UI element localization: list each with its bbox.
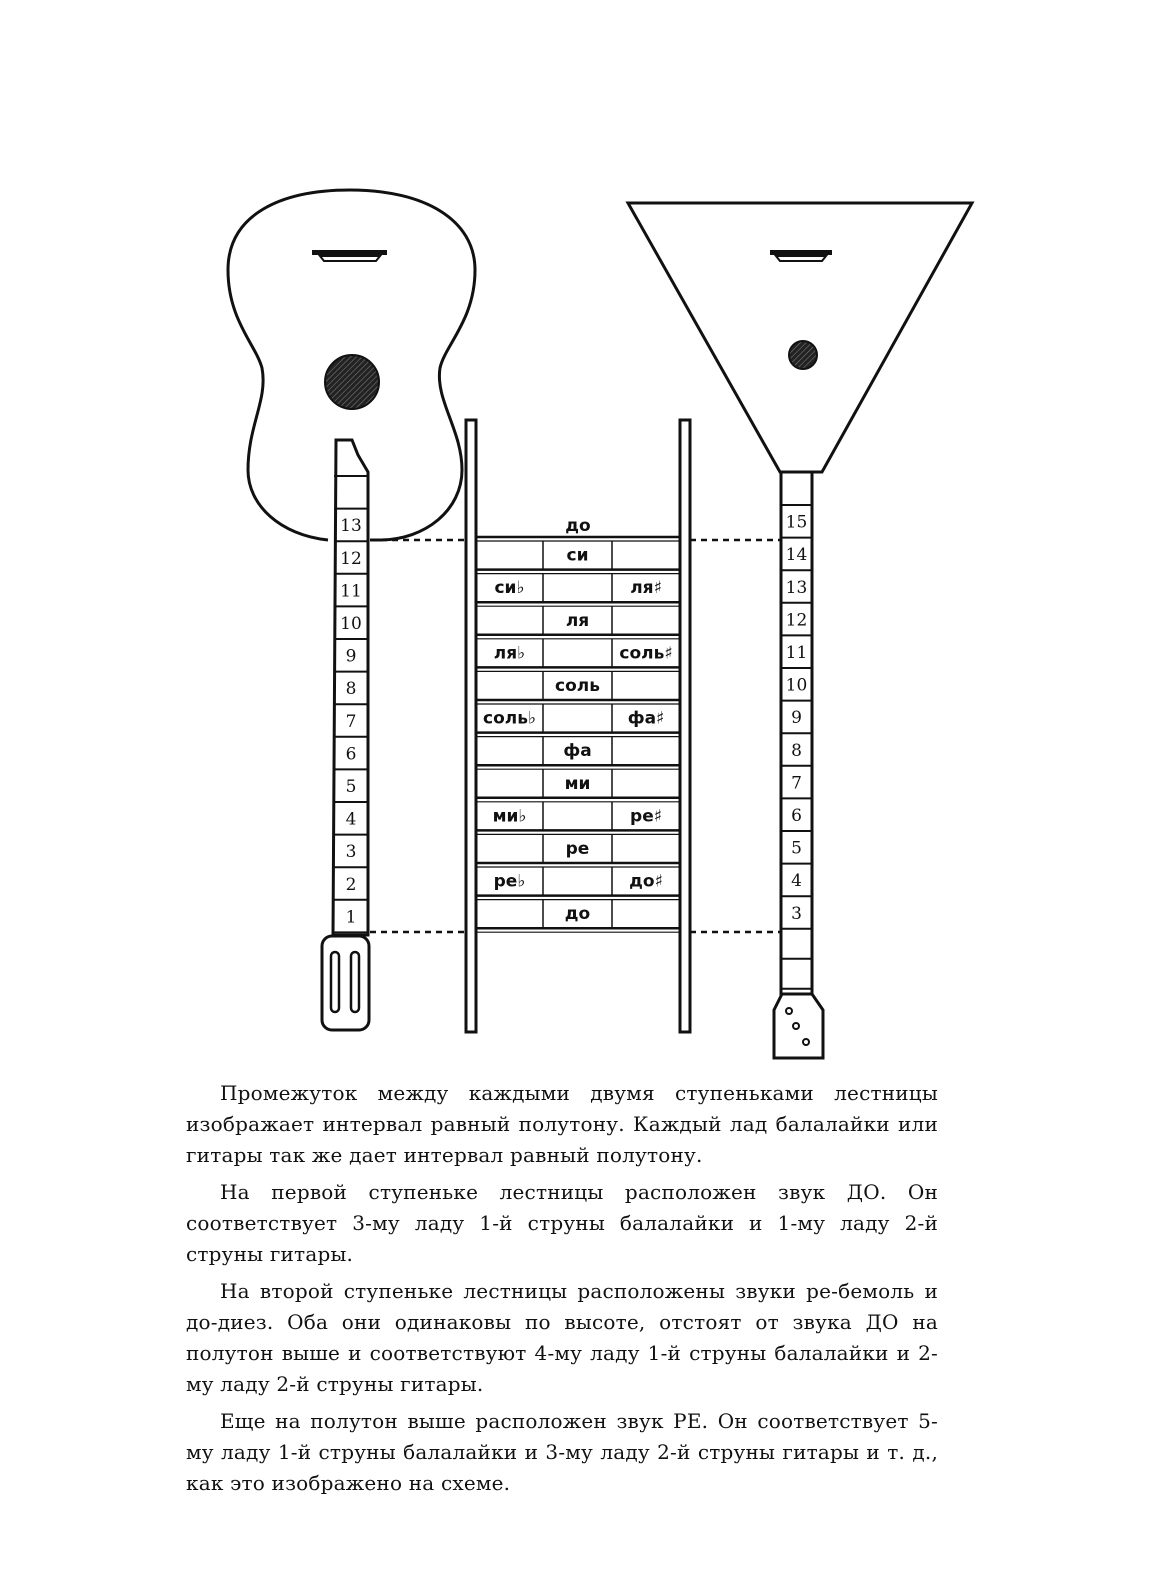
note-label: соль	[555, 676, 600, 696]
fret-number: 10	[340, 614, 362, 634]
fret-number: 7	[345, 711, 357, 732]
fret-number: 7	[791, 773, 802, 794]
caption-text	[186, 1078, 938, 1505]
fret-number: 5	[345, 777, 357, 797]
note-label: ре♭	[493, 871, 526, 892]
note-label: фа	[563, 741, 592, 762]
fret-number: 6	[791, 806, 802, 826]
fret-number: 3	[345, 842, 357, 863]
fret-number: 6	[345, 744, 357, 765]
fret-number: 13	[340, 516, 362, 537]
guitar-soundhole	[325, 355, 379, 409]
fret-number: 4	[345, 809, 357, 830]
ladder-rail-right	[680, 420, 690, 1032]
guitar-tuner-slot-right	[351, 952, 359, 1012]
note-label: ля	[565, 610, 590, 631]
fret-number: 3	[791, 903, 802, 924]
note-label: ре♯	[630, 806, 662, 827]
note-label: соль♭	[483, 708, 536, 729]
note-label: си♭	[494, 578, 525, 599]
caption-paragraph: Еще на полутон выше расположен звук РЕ. Он соответствует 5-му ладу 1-й струны балалайки и 3-му ладу 2-й струны гитары и т. д., как это изображено на схеме.	[186, 1409, 938, 1495]
fret-number: 9	[791, 708, 802, 729]
balalaika-soundhole	[789, 341, 817, 369]
note-label: до	[565, 516, 591, 536]
fret-number: 2	[345, 874, 357, 895]
guitar-bridge	[312, 250, 387, 255]
note-ladder	[466, 420, 690, 1032]
note-label: до♯	[629, 871, 663, 892]
fret-number: 1	[345, 907, 357, 928]
fret-number: 12	[340, 548, 362, 569]
caption-paragraph: На второй ступеньке лестницы расположены звуки ре-бемоль и до-диез. Оба они одинаковы по высоте, отстоят от звука ДО на полутон выше и соответствуют 4-му ладу 1-й струны балалайки и 2-му ладу 2-й струны гитары.	[186, 1279, 938, 1396]
fret-number: 10	[785, 675, 808, 696]
guitar-bridge-base	[320, 256, 380, 261]
guitar-headstock	[322, 936, 369, 1030]
note-label: ля♭	[493, 643, 526, 664]
guitar	[228, 190, 475, 1030]
fret-number: 9	[345, 646, 357, 667]
note-label: фа♯	[627, 708, 665, 729]
fret-number: 5	[791, 838, 802, 859]
caption-paragraph: На первой ступеньке лестницы расположен звук ДО. Он соответствует 3-му ладу 1-й струны балалайки и 1-му ладу 2-й струны гитары.	[186, 1180, 938, 1266]
fret-number: 13	[785, 577, 808, 598]
ladder-rail-left	[466, 420, 476, 1032]
fret-number: 12	[785, 610, 808, 631]
fret-number: 15	[785, 512, 808, 533]
fret-number: 14	[785, 545, 808, 566]
fret-number: 8	[345, 679, 357, 700]
note-label: ре	[565, 839, 590, 859]
fret-number: 8	[791, 740, 802, 761]
note-label: соль♯	[619, 643, 673, 664]
fret-number: 11	[340, 581, 362, 602]
note-label: ми♭	[492, 806, 527, 827]
fret-number: 4	[791, 871, 802, 892]
note-label: ми	[564, 773, 591, 794]
fret-number: 11	[785, 643, 808, 663]
balalaika-bridge	[770, 250, 832, 255]
guitar-tuner-slot-left	[331, 952, 339, 1012]
note-label: ля♯	[630, 578, 662, 599]
note-label: до	[564, 904, 591, 925]
note-label: си	[566, 545, 589, 566]
ladder-rung-group	[476, 516, 680, 932]
caption-paragraph: Промежуток между каждыми двумя ступеньками лестницы изображает интервал равный полутону. Каждый лад балалайки или гитары так же дает интервал равный полутону.	[186, 1081, 938, 1167]
